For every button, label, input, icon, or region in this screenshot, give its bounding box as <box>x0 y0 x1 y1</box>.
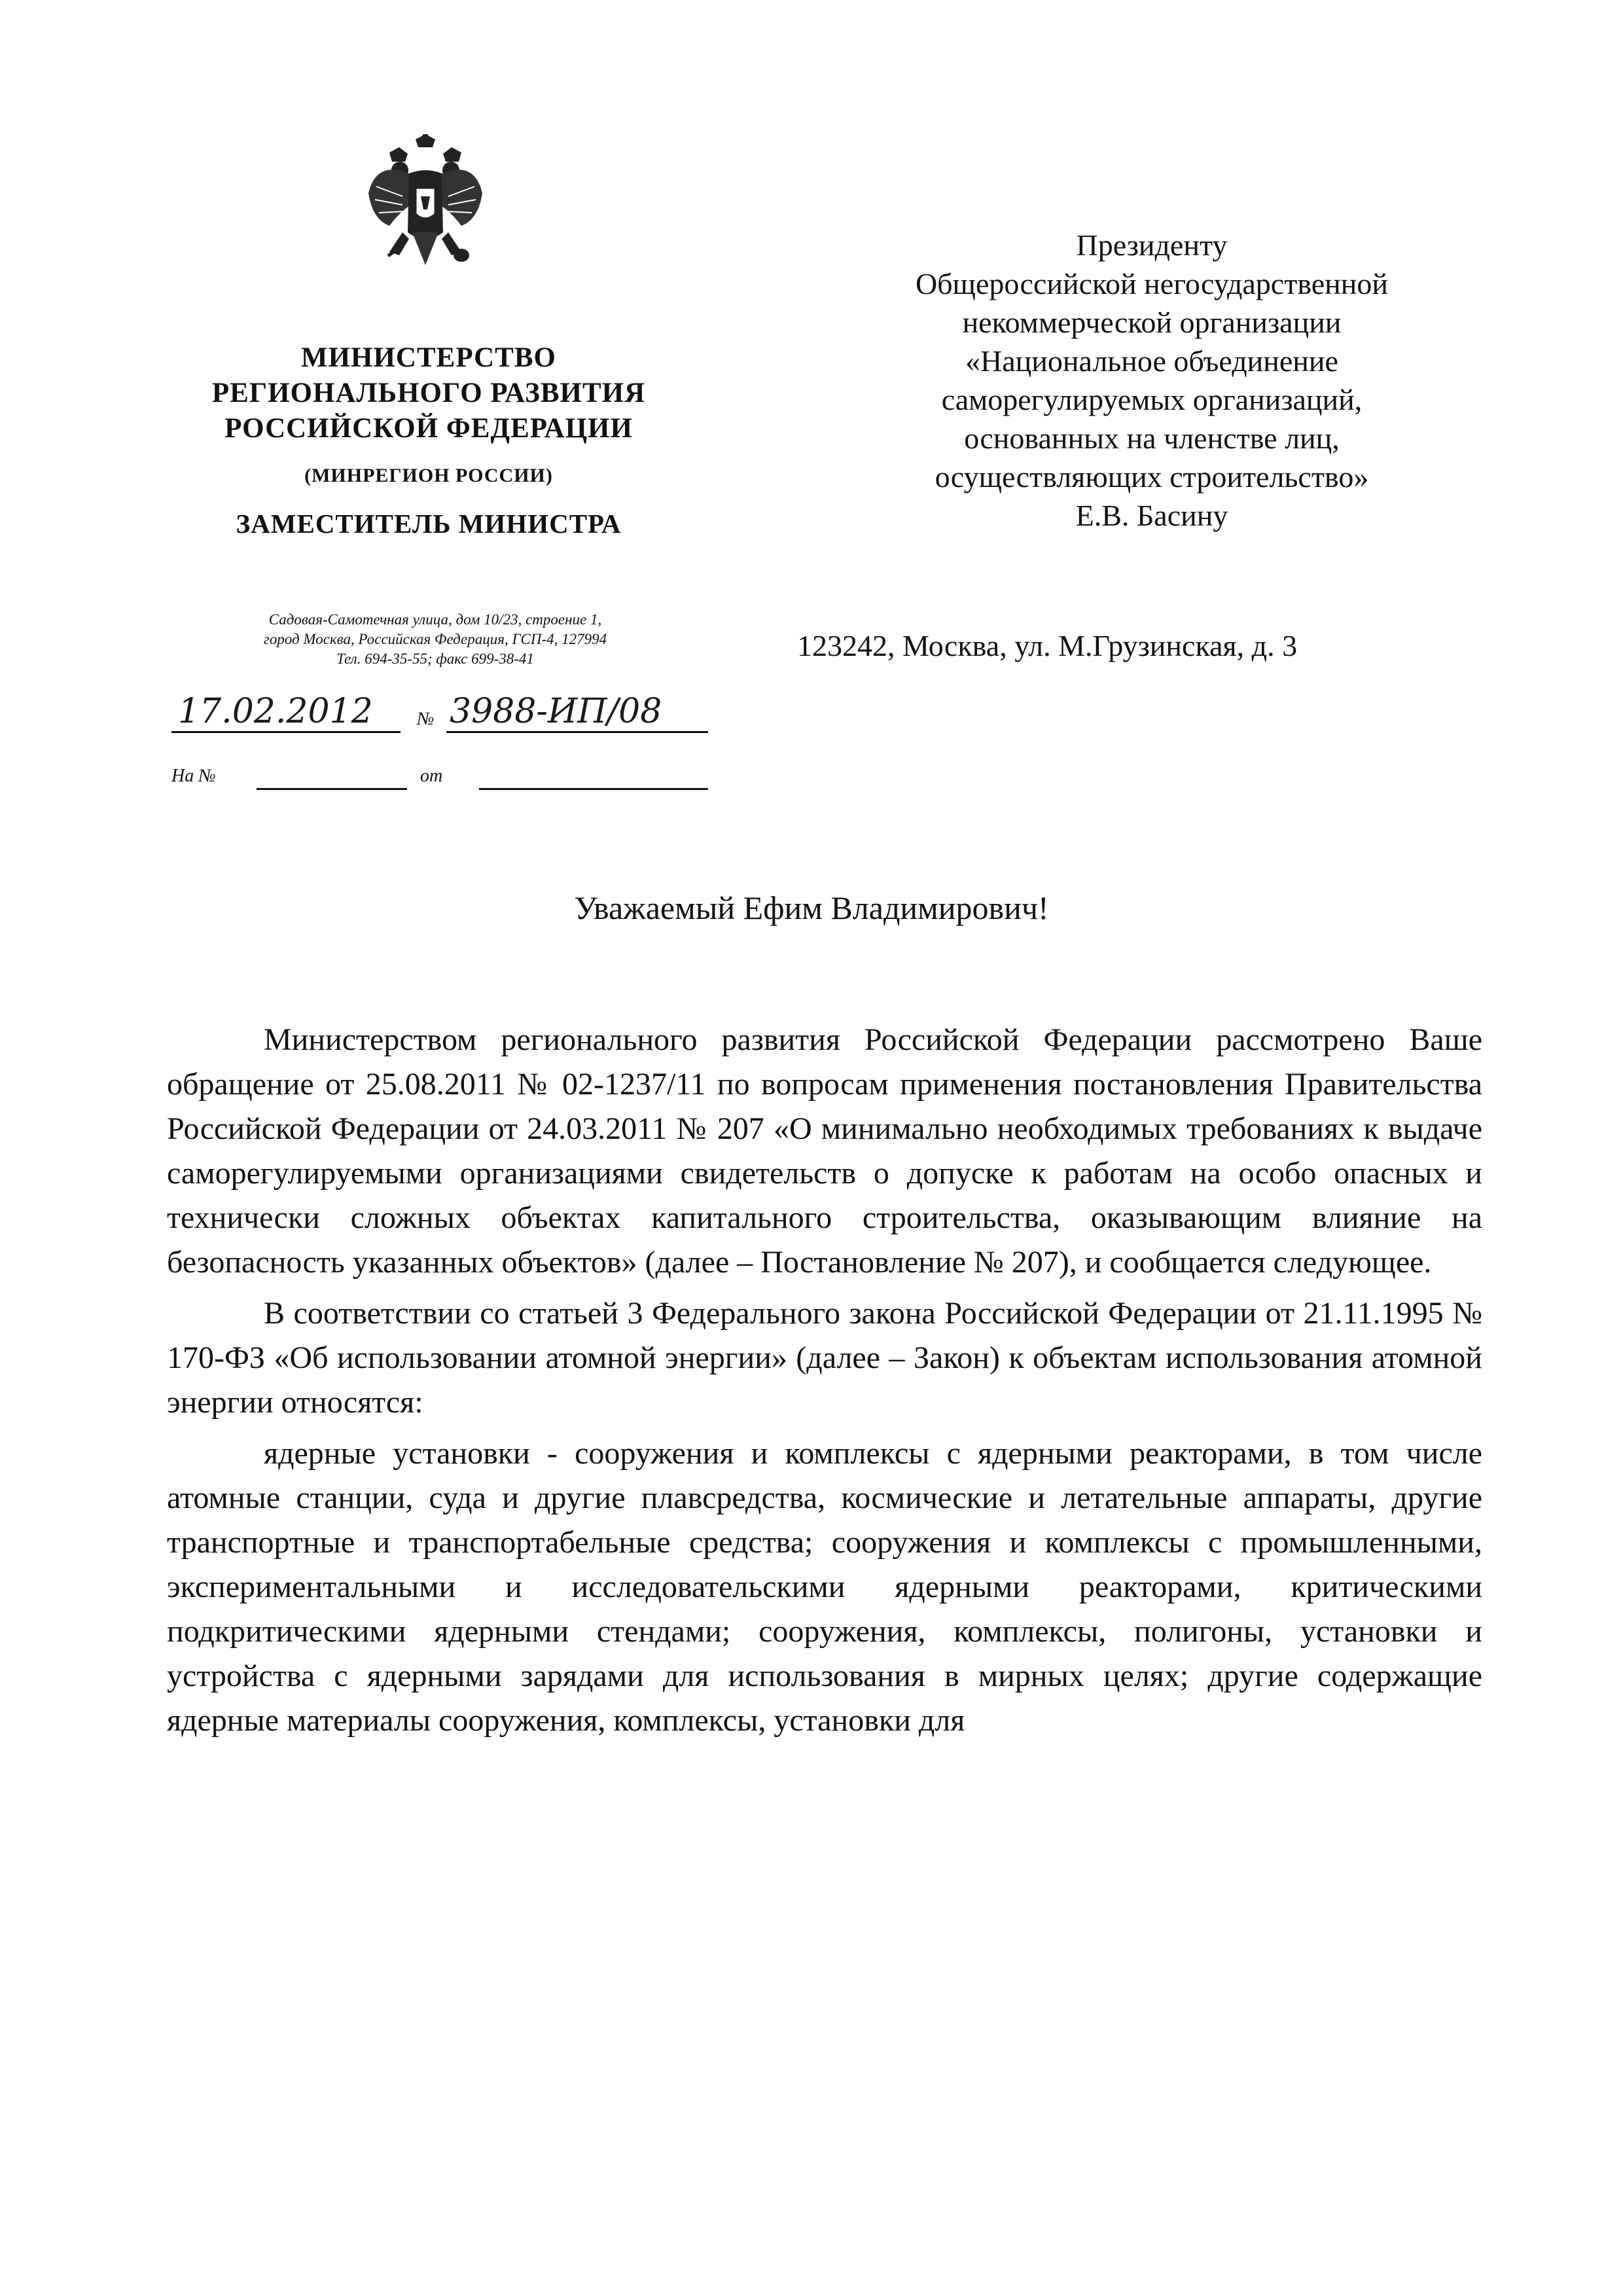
body-paragraph-2: В соответствии со статьей 3 Федерального закона Российской Федерации от 21.11.1995 № 170-ФЗ «Об использовании атомной энергии» (далее – Закон) к объектам использования атомной энергии относятся: <box>167 1296 1482 1420</box>
address-line-1: Садовая-Самотечная улица, дом 10/23, строение 1, <box>268 611 602 628</box>
ministry-header <box>157 340 700 539</box>
ministry-short-name: (МИНРЕГИОН РОССИИ) <box>304 465 553 486</box>
registration-number: 3988-ИП/08 <box>450 692 662 731</box>
addressee-line-5: саморегулируемых организаций, <box>941 383 1363 416</box>
body-paragraph-3: ядерные установки - сооружения и комплексы с ядерными реакторами, в том числе атомные станции, суда и другие плавсредства, космические и летательные аппараты, другие транспортные и транспортабельные средства; сооружения и комплексы с промышленными, экспериментальными и исследовательскими ядерными реакторами, критическими подкритическими ядерными стендами; сооружения, комплексы, полигоны, установки и устройства с ядерными зарядами для использования в мирных целях; другие содержащие ядерные материалы сооружения, комплексы, установки для <box>167 1436 1482 1738</box>
addressee-postal-address: 123242, Москва, ул. М.Грузинская, д. 3 <box>797 629 1298 662</box>
reference-date-label: от <box>420 766 443 786</box>
addressee-line-2: Общероссийской негосударственной <box>915 267 1389 300</box>
ministry-address <box>164 610 707 669</box>
registration-date: 17.02.2012 <box>178 692 373 731</box>
addressee-line-1: Президенту <box>1076 228 1228 262</box>
coat-of-arms-emblem <box>363 134 488 275</box>
ministry-name-line-3: РОССИЙСКОЙ ФЕДЕРАЦИИ <box>224 413 633 444</box>
addressee-line-6: основанных на членстве лиц, <box>964 422 1340 455</box>
salutation: Уважаемый Ефим Владимирович! <box>574 889 1049 926</box>
ministry-name-line-2: РЕГИОНАЛЬНОГО РАЗВИТИЯ <box>211 378 646 408</box>
addressee-line-7: осуществляющих строительство» <box>935 460 1369 493</box>
addressee-block <box>805 226 1499 535</box>
ministry-name-line-1: МИНИСТЕРСТВО <box>301 342 556 373</box>
addressee-name: Е.В. Басину <box>1075 499 1228 532</box>
reference-line <box>171 766 708 798</box>
reference-number-label: На № <box>171 766 216 786</box>
sender-position: ЗАМЕСТИТЕЛЬ МИНИСТРА <box>236 509 622 539</box>
address-line-3: Тел. 694-35-55; факс 699-38-41 <box>336 651 534 667</box>
addressee-line-3: некоммерческой организации <box>962 306 1342 339</box>
registration-line <box>171 692 708 743</box>
registration-number-label: № <box>417 709 435 729</box>
addressee-line-4: «Национальное объединение <box>965 344 1338 378</box>
letter-body <box>167 1018 1482 1749</box>
body-paragraph-1: Министерством регионального развития Российской Федерации рассмотрено Ваше обращение от 25.08.2011 № 02-1237/11 по вопросам применения постановления Правительства Российской Федерации от 24.03.2011 № 207 «О минимально необходимых требованиях к выдаче саморегулируемыми организациями свидетельств о допуске к работам на особо опасных и технически сложных объектах капитального строительства, оказывающим влияние на безопасность указанных объектов» (далее – Постановление № 207), и сообщается следующее. <box>167 1022 1482 1280</box>
address-line-2: город Москва, Российская Федерация, ГСП-4, 127994 <box>263 631 607 647</box>
